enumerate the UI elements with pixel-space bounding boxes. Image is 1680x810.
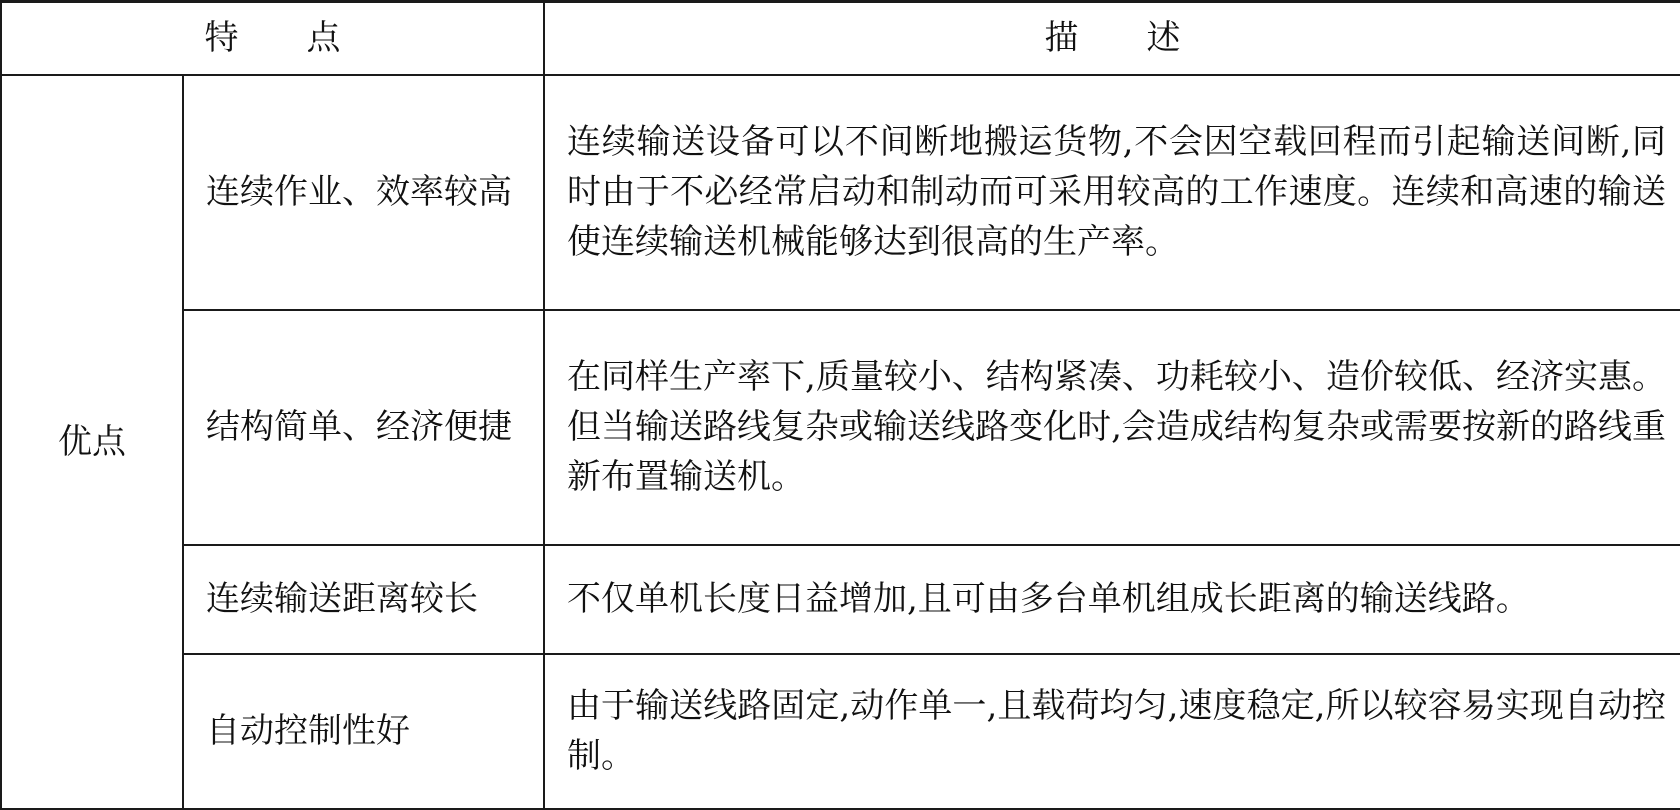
feature-cell: 连续作业、效率较高 [183,75,544,310]
table-row [1,75,1680,310]
header-row [1,2,1680,75]
feature-cell: 连续输送距离较长 [183,545,544,654]
description-cell: 连续输送设备可以不间断地搬运货物,不会因空载回程而引起输送间断,同时由于不必经常启动和制动而可采用较高的工作速度。连续和高速的输送使连续输送机械能够达到很高的生产率。 [544,75,1680,310]
table-row [1,310,1680,545]
header-description: 描 述 [544,2,1680,75]
header-feature: 特 点 [1,2,544,75]
description-cell: 不仅单机长度日益增加,且可由多台单机组成长距离的输送线路。 [544,545,1680,654]
feature-cell: 自动控制性好 [183,654,544,809]
description-cell: 在同样生产率下,质量较小、结构紧凑、功耗较小、造价较低、经济实惠。但当输送路线复杂或输送线路变化时,会造成结构复杂或需要按新的路线重新布置输送机。 [544,310,1680,545]
category-cell: 优点 [1,75,183,809]
description-cell: 由于输送线路固定,动作单一,且载荷均匀,速度稳定,所以较容易实现自动控制。 [544,654,1680,809]
table-row [1,654,1680,809]
feature-cell: 结构简单、经济便捷 [183,310,544,545]
table-row [1,545,1680,654]
